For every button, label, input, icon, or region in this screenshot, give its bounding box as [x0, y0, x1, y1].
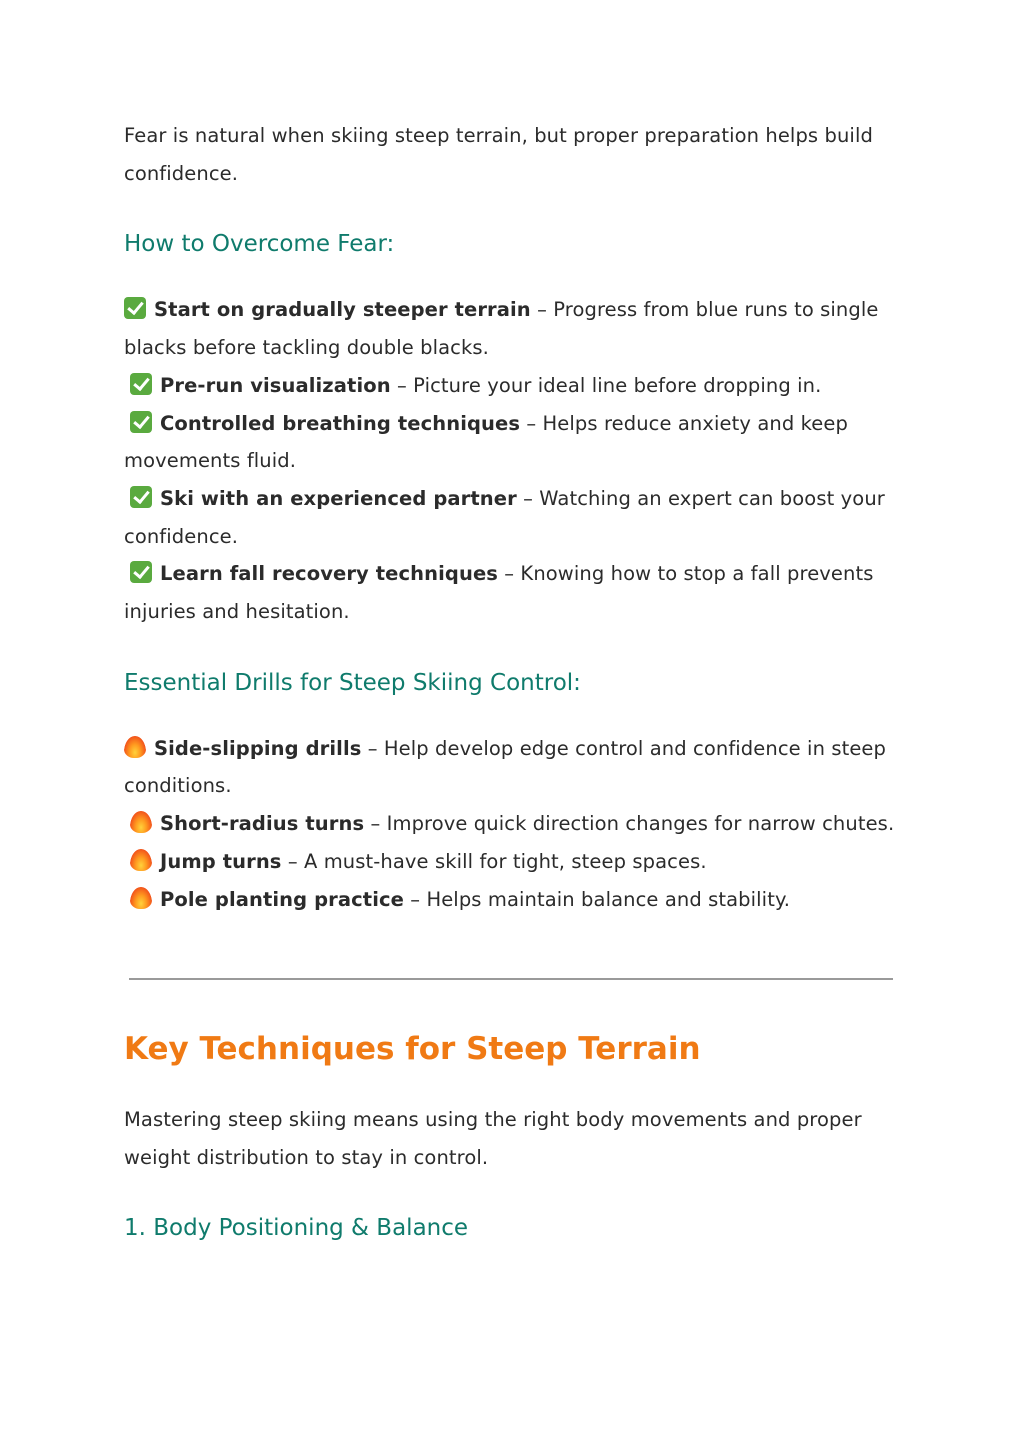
fire-icon [130, 887, 152, 909]
drills-list [124, 730, 899, 919]
list-item [124, 730, 899, 805]
section-divider [129, 978, 893, 980]
item-text: – Helps reduce anxiety and keep movements fluid. [124, 411, 848, 473]
item-bold: Start on gradually steeper terrain [154, 298, 531, 322]
list-item [124, 480, 899, 555]
intro-paragraph: Fear is natural when skiing steep terrain, but proper preparation helps build confidence. [124, 124, 873, 185]
body-positioning-heading: 1. Body Positioning & Balance [124, 1215, 469, 1242]
item-bold: Side-slipping drills [154, 736, 362, 760]
article-body [124, 117, 899, 918]
fire-icon [130, 811, 152, 833]
item-text: – Helps maintain balance and stability. [404, 887, 791, 911]
item-text: – A must-have skill for tight, steep spaces. [281, 849, 707, 873]
list-item [124, 881, 899, 919]
item-text: – Help develop edge control and confidence in steep conditions. [124, 736, 887, 798]
check-mark-icon [124, 297, 146, 319]
item-text: – Picture your ideal line before dropping in. [390, 373, 822, 397]
item-text: – Progress from blue runs to single blacks before tackling double blacks. [124, 298, 879, 360]
check-mark-icon [130, 486, 152, 508]
item-bold: Pre-run visualization [160, 373, 391, 397]
fire-icon [124, 736, 146, 758]
item-bold: Ski with an experienced partner [160, 486, 517, 510]
fire-icon [130, 849, 152, 871]
fear-heading: How to Overcome Fear: [124, 231, 395, 258]
item-text: – Watching an expert can boost your confidence. [124, 486, 885, 548]
item-bold: Learn fall recovery techniques [160, 562, 498, 586]
check-mark-icon [130, 373, 152, 395]
techniques-section [124, 1030, 899, 1242]
list-item [124, 843, 899, 881]
item-text: – Improve quick direction changes for narrow chutes. [364, 812, 895, 836]
item-bold: Controlled breathing techniques [160, 411, 521, 435]
list-item [124, 805, 899, 843]
list-item [124, 291, 899, 366]
fear-list [124, 291, 899, 630]
item-text: – Knowing how to stop a fall prevents injuries and hesitation. [124, 562, 874, 624]
check-mark-icon [130, 411, 152, 433]
item-bold: Short-radius turns [160, 812, 365, 836]
drills-heading: Essential Drills for Steep Skiing Control: [124, 669, 581, 696]
list-item [124, 367, 899, 405]
list-item [124, 405, 899, 480]
techniques-heading: Key Techniques for Steep Terrain [124, 1031, 701, 1067]
techniques-intro: Mastering steep skiing means using the right body movements and proper weight distribution to stay in control. [124, 1108, 862, 1169]
item-bold: Jump turns [160, 849, 282, 873]
item-bold: Pole planting practice [160, 887, 404, 911]
check-mark-icon [130, 561, 152, 583]
list-item [124, 555, 899, 630]
